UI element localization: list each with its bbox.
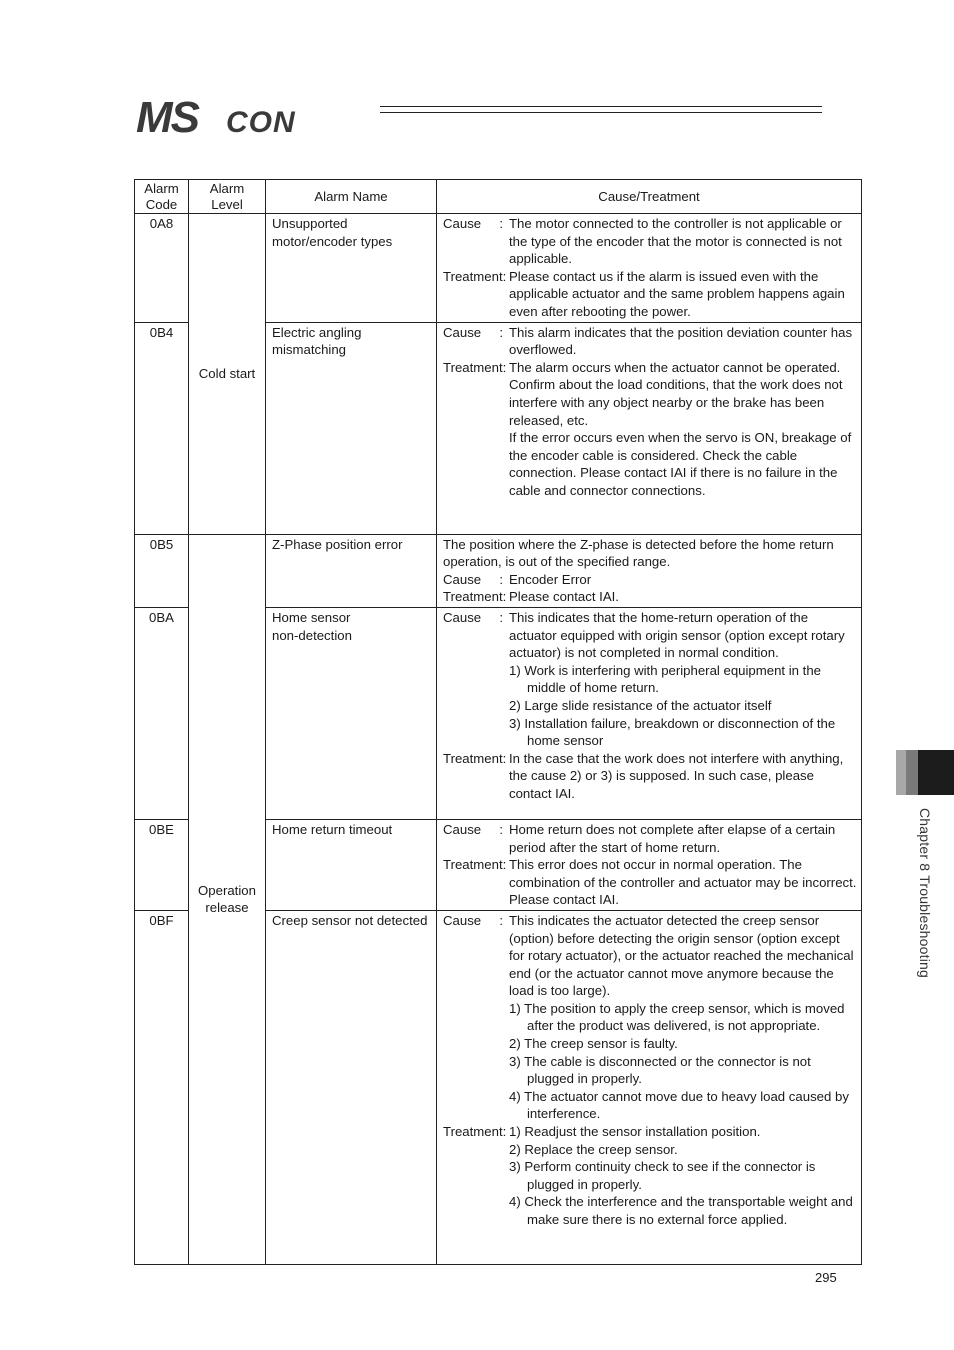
cause-treatment: Cause : This indicates the actuator detected the creep sensor (option) before detecting the origin sensor (option except for rotary actuator), or the actuator reached the mechanical end (or the actuator cannot move anymore because the load is too large). 1) The position to apply the creep sensor, which is moved after the product was delivered, is not appropriate. 2) The creep sensor is faulty. 3) The cable is disconnected or the connector is not plugged in properly. 4) The actuator cannot move due to heavy load caused by interference. Treatment : 1) Readjust the sensor installation position. 2) Replace the creep sensor. 3) Perform continuity check to see if the connector is plugged in properly. 4) Check the interference and the transportable weight and make sure there is no external force applied. — [437, 910, 862, 1264]
cause-item: 2) Large slide resistance of the actuator itself — [509, 697, 772, 713]
treatment-text: Please contact IAI. — [509, 589, 619, 605]
treatment-item: 4) Check the interference and the transportable weight and make sure there is no external force applied. — [509, 1194, 853, 1227]
cause-label: Cause — [443, 609, 482, 625]
treatment-label: Treatment — [443, 857, 503, 873]
treatment-item: 1) Readjust the sensor installation position. — [509, 1124, 761, 1140]
treatment-extra: If the error occurs even when the servo is ON, breakage of the encoder cable is considered. Check the cable connection. Please contact IAI if there is no failure in the cable and connector connections. — [509, 430, 852, 498]
header-rule-top — [380, 106, 822, 107]
treatment-item: 2) Replace the creep sensor. — [509, 1141, 678, 1157]
svg-text:MS: MS — [136, 94, 198, 140]
cause-item: 4) The actuator cannot move due to heavy load caused by interference. — [509, 1088, 849, 1122]
treatment-extra: Confirm about the load conditions, that the work does not interfere with any object nearby or the brake has been released, etc. — [509, 377, 843, 428]
alarm-code: 0BA — [135, 607, 189, 819]
alarm-name: Unsupported motor/encoder types — [266, 214, 437, 323]
cause-item: 3) The cable is disconnected or the connector is not plugged in properly. — [509, 1053, 811, 1087]
alarm-code: 0B4 — [135, 322, 189, 534]
treatment-text: In the case that the work does not interfere with anything, the cause 2) or 3) is supposed. In such case, please contact IAI. — [509, 750, 844, 801]
alarm-code: 0BE — [135, 819, 189, 910]
treatment-text: This error does not occur in normal operation. The combination of the controller and actuator may be incorrect. Please contact IAI. — [509, 857, 857, 908]
cause-label: Cause — [443, 324, 482, 340]
alarm-level: Operation release — [189, 534, 266, 1264]
page-number: 295 — [815, 1270, 837, 1285]
cause-label: Cause — [443, 571, 482, 587]
intro-text: The position where the Z-phase is detected before the home return operation, is out of the specified range. — [443, 536, 834, 570]
mscon-logo — [136, 94, 376, 140]
cause-treatment: Cause : This alarm indicates that the position deviation counter has overflowed. Treatment : The alarm occurs when the actuator cannot be operated. Confirm about the load conditions, that the work does not interfere with any object nearby or the brake has been released, etc. If the error occurs even when the servo is ON, breakage of the encoder cable is considered. Check the cable connection. Please contact IAI if there is no failure in the cable and connector connections. — [437, 322, 862, 534]
alarm-code: 0BF — [135, 910, 189, 1264]
svg-text:CON: CON — [226, 106, 296, 139]
table-header-row — [135, 180, 862, 214]
cause-item: 1) The position to apply the creep sensor, which is moved after the product was delivered, is not appropriate. — [509, 1000, 845, 1034]
header-alarm-level: Alarm Level — [189, 180, 266, 214]
cause-treatment: The position where the Z-phase is detected before the home return operation, is out of the specified range. Cause : Encoder Error Treatment : Please contact IAI. — [437, 534, 862, 607]
header-alarm-code: Alarm Code — [135, 180, 189, 214]
alarm-name — [266, 607, 437, 819]
treatment-label: Treatment — [443, 750, 503, 766]
cause-label: Cause — [443, 912, 482, 928]
cause-text: Home return does not complete after elapse of a certain period after the start of home return. — [509, 821, 836, 855]
alarm-name-line: Home sensor — [272, 609, 351, 625]
treatment-label: Treatment — [443, 268, 503, 284]
chapter-tab-dark — [918, 750, 954, 795]
alarm-level: Cold start — [189, 214, 266, 535]
header-alarm-name: Alarm Name — [266, 180, 437, 214]
treatment-text: The alarm occurs when the actuator cannot be operated. — [509, 359, 841, 375]
header-cause-treatment: Cause/Treatment — [437, 180, 862, 214]
cause-text: Encoder Error — [509, 571, 592, 587]
treatment-item: 3) Perform continuity check to see if the connector is plugged in properly. — [509, 1159, 816, 1192]
treatment-label: Treatment — [443, 1124, 503, 1140]
alarm-name: Electric angling mismatching — [266, 322, 437, 534]
cause-item: 2) The creep sensor is faulty. — [509, 1036, 678, 1052]
cause-treatment: Cause : Home return does not complete after elapse of a certain period after the start of home return. Treatment : This error does not occur in normal operation. The combination of the controller and actuator may be incorrect. Please contact IAI. — [437, 819, 862, 910]
table-row — [135, 534, 862, 607]
alarm-code: 0A8 — [135, 214, 189, 323]
cause-text: The motor connected to the controller is not applicable or the type of the encoder that the motor is connected is not applicable. — [509, 216, 842, 267]
chapter-tab-mid — [906, 750, 918, 795]
alarm-name: Z-Phase position error — [266, 534, 437, 607]
cause-treatment: Cause : This indicates that the home-return operation of the actuator equipped with origin sensor (option except rotary actuator) is not completed in normal condition. 1) Work is interfering with peripheral equipment in the middle of home return. 2) Large slide resistance of the actuator itself 3) Installation failure, breakdown or disconnection of the home sensor Treatment : In the case that the work does not interfere with anything, the cause 2) or 3) is supposed. In such case, please contact IAI. — [437, 607, 862, 819]
treatment-text: Please contact us if the alarm is issued even with the applicable actuator and the same problem happens again even after rebooting the power. — [509, 268, 845, 319]
cause-treatment: Cause : The motor connected to the controller is not applicable or the type of the encoder that the motor is connected is not applicable. Treatment : Please contact us if the alarm is issued even with the applicable actuator and the same problem happens again even after rebooting the power. — [437, 214, 862, 323]
alarm-code: 0B5 — [135, 534, 189, 607]
cause-text: This alarm indicates that the position deviation counter has overflowed. — [509, 324, 853, 358]
table-row — [135, 214, 862, 323]
header-rule-bottom — [380, 112, 822, 113]
cause-text: This indicates the actuator detected the creep sensor (option) before detecting the origin sensor (option except for rotary actuator), or the actuator reached the mechanical end (or the actuator cannot move anymore because the load is too large). — [509, 912, 854, 999]
chapter-label: Chapter 8 Troubleshooting — [917, 808, 933, 978]
cause-item: 3) Installation failure, breakdown or disconnection of the home sensor — [509, 715, 836, 749]
cause-text: This indicates that the home-return operation of the actuator equipped with origin sensor (option except rotary actuator) is not completed in normal condition. — [509, 609, 845, 661]
cause-item: 1) Work is interfering with peripheral equipment in the middle of home return. — [509, 662, 822, 696]
cause-label: Cause — [443, 216, 482, 231]
alarm-name-line: non-detection — [272, 627, 352, 643]
alarm-name: Home return timeout — [266, 819, 437, 910]
alarm-table — [134, 179, 862, 1265]
treatment-label: Treatment — [443, 589, 503, 605]
alarm-name: Creep sensor not detected — [266, 910, 437, 1264]
cause-label: Cause — [443, 821, 482, 837]
treatment-label: Treatment — [443, 359, 503, 375]
